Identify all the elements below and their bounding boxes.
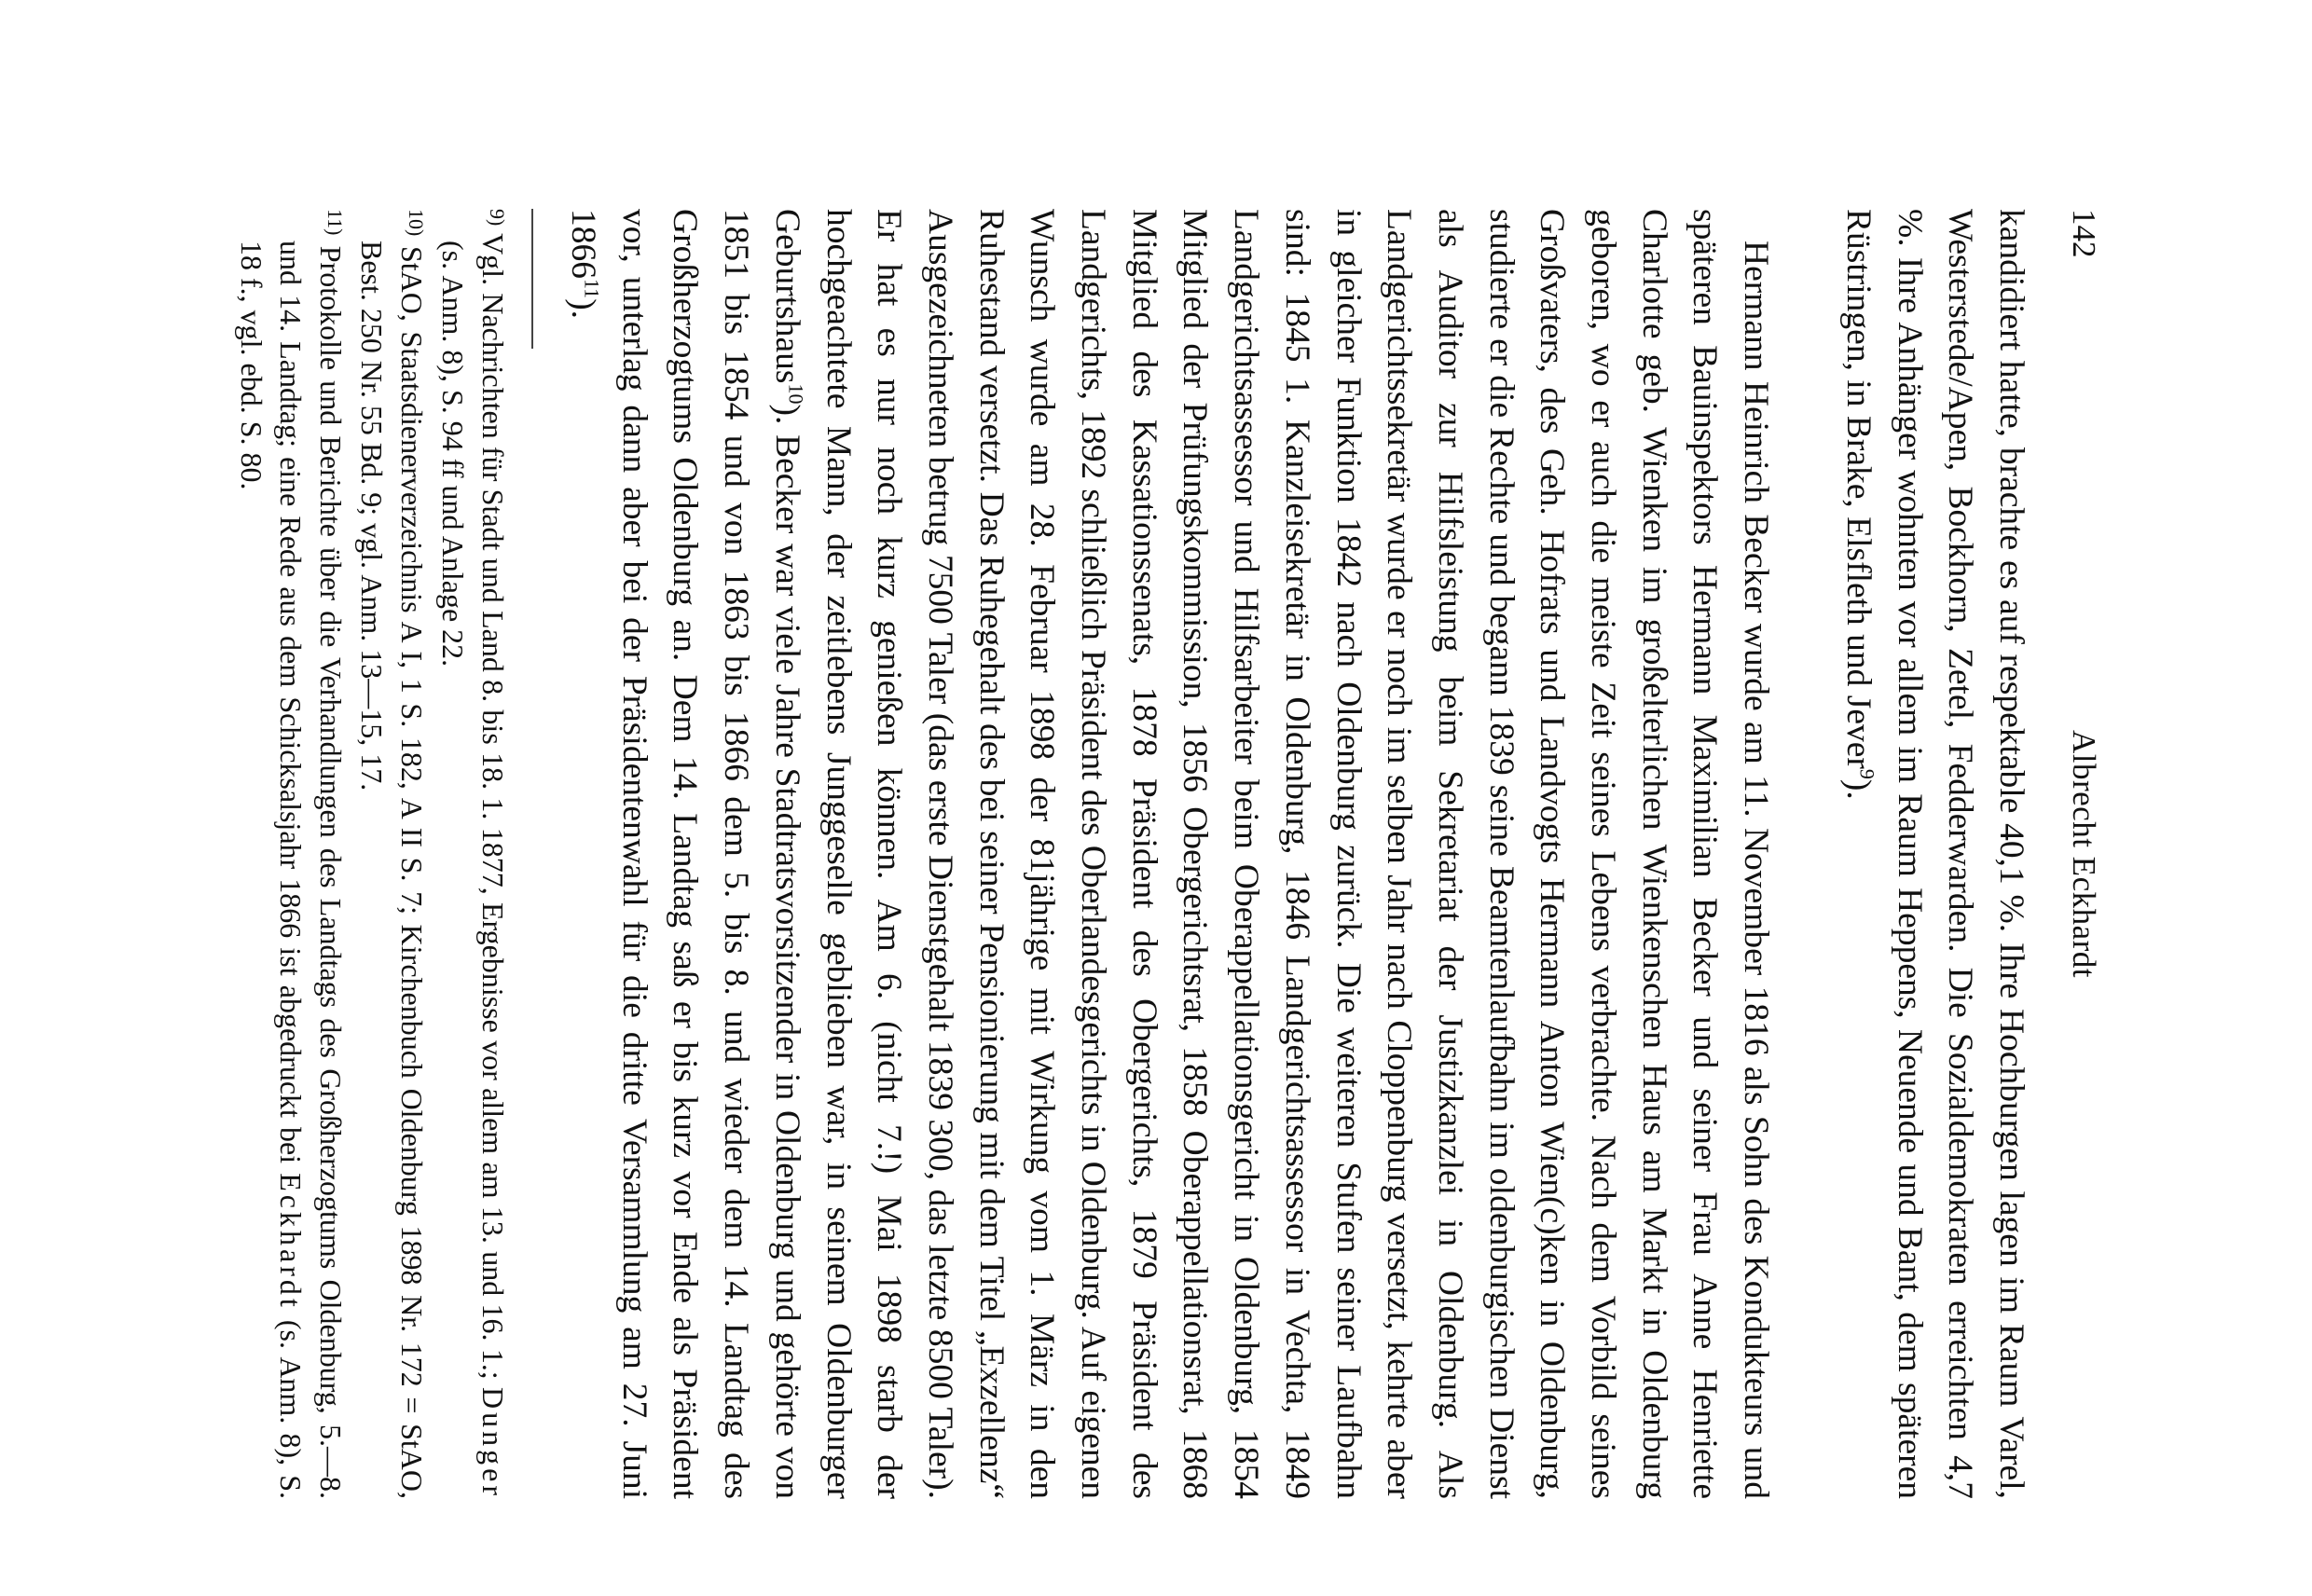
paragraph-1 — [1832, 209, 2036, 1499]
footnote-mark: 10) — [405, 209, 428, 237]
paragraph-2 — [557, 209, 1781, 1499]
footnotes — [230, 209, 514, 1499]
body-text — [557, 209, 2036, 1499]
paragraph-2-text-continued: ). Becker war viele Jahre Stadtratsvorsitzender in Oldenburg und gehörte von 1851 bis 1854 und von 1863 bis 1866 dem 5. bis 8. und wieder dem 14. Landtag des Großherzogtums Oldenburg an. Dem 14. Landtag saß er bis kurz vor Ende als Präsident vor, unterlag dann aber bei der Präsidentenwahl für die dritte Versammlung am 27. Juni 1866 — [564, 209, 806, 1499]
footnote-ref-10: 10 — [784, 383, 808, 405]
footnote-10 — [352, 209, 432, 1499]
page-header — [2056, 209, 2102, 1499]
footnote-author: Dunger — [476, 1387, 510, 1500]
footnote-author: Eckhardt — [274, 1173, 309, 1311]
footnote-text-end: (s. Anm. 8), S. 18 f., vgl. ebd. S. 80. — [235, 241, 309, 1500]
footnote-divider — [531, 209, 533, 349]
paragraph-1-text: kandidiert hatte, brachte es auf respektable 40,1 %. Ihre Hochburgen lagen im Raum Varel, Westerstede/Apen, Bockhorn, Zetel, Fedderwarden. Die Sozialdemokraten erreichten 4,7 %. Ihre Anhänger wohnten vor allem im Raum Heppens, Neuende und Bant, dem späteren Rüstringen, in Brake, Elsfleth und Jever — [1838, 209, 2030, 1499]
footnote-ref-9: 9 — [1855, 768, 1879, 779]
footnote-ref-11: 11 — [580, 279, 604, 299]
paragraph-2-end: ). — [564, 298, 603, 320]
footnote-11 — [232, 209, 351, 1499]
paragraph-1-end: ). — [1838, 778, 1878, 800]
footnote-mark: 9) — [486, 209, 509, 227]
footnote-text-end: (s. Anm. 8), S. 94 ff und Anlage 22. — [436, 241, 471, 667]
footnote-mark: 11) — [323, 209, 347, 236]
paragraph-2-text: Hermann Heinrich Becker wurde am 11. November 1816 als Sohn des Kondukteurs und späteren Bauinspektors Hermann Maximilian Becker und seiner Frau Anne Henriette Charlotte geb. Wienken im großelterlichen Wienkenschen Haus am Markt in Oldenburg geboren, wo er auch die meiste Zeit seines Lebens verbrachte. Nach dem Vorbild seines Großvaters, des Geh. Hofrats und Landvogts Hermann Anton Wien(c)ken in Oldenburg, studierte er die Rechte und begann 1839 seine Beamtenlaufbahn im oldenburgischen Dienst als Auditor zur Hilfsleistung beim Sekretariat der Justizkanzlei in Oldenburg. Als Landgerichtssekretär wurde er noch im selben Jahr nach Cloppenburg versetzt, kehrte aber in gleicher Funktion 1842 nach Oldenburg zurück. Die weiteren Stufen seiner Laufbahn sind: 1845 1. Kanzleisekretär in Oldenburg, 1846 Landgerichtsassessor in Vechta, 1849 Landgerichtsassessor und Hilfsarbeiter beim Oberappellationsgericht in Oldenburg, 1854 Mitglied der Prüfungskommission, 1856 Obergerichtsrat, 1858 Oberappellationsrat, 1868 Mitglied des Kassationssenats, 1878 Präsident des Obergerichts, 1879 Präsident des Landgerichts, 1892 schließlich Präsident des Oberlandesgerichts in Oldenburg. Auf eigenen Wunsch wurde am 28. Februar 1898 der 81jährige mit Wirkung vom 1. März in den Ruhestand versetzt. Das Ruhegehalt des bei seiner Pensionierung mit dem Titel „Exzellenz“ Ausgezeichneten betrug 7500 Taler (das erste Dienstgehalt 1839 300, das letzte 8500 Taler). Er hat es nur noch kurz genießen können. Am 6. (nicht 7.!) Mai 1898 starb der hochgeachtete Mann, der zeitlebens Junggeselle geblieben war, in seinem Oldenburger Geburtshaus — [767, 209, 1776, 1499]
footnote-text: StAO, Staatsdienerverzeichnis A I, 1 S. 182, A II S. 7; Kirchenbuch Oldenburg 1898 Nr. 172 = StAO, Best. 250 Nr. 55 Bd. 9; vgl. Anm. 13—15, 17. — [355, 241, 429, 1500]
footnote-9 — [434, 209, 513, 1499]
footnote-text: Vgl. Nachrichten für Stadt und Land 8. bis 18. 1. 1877, Ergebnisse vor allem am 13. und 16. 1.; — [476, 233, 510, 1388]
running-head: Albrecht Eckhardt — [2066, 729, 2102, 979]
footnote-text: Protokolle und Berichte über die Verhandlungen des Landtags des Großherzogtums Oldenburg, 5.—8. und 14. Landtag; eine Rede aus dem Schicksalsjahr 1866 ist abgedruckt bei — [274, 241, 348, 1500]
page-number: 142 — [2066, 209, 2102, 258]
